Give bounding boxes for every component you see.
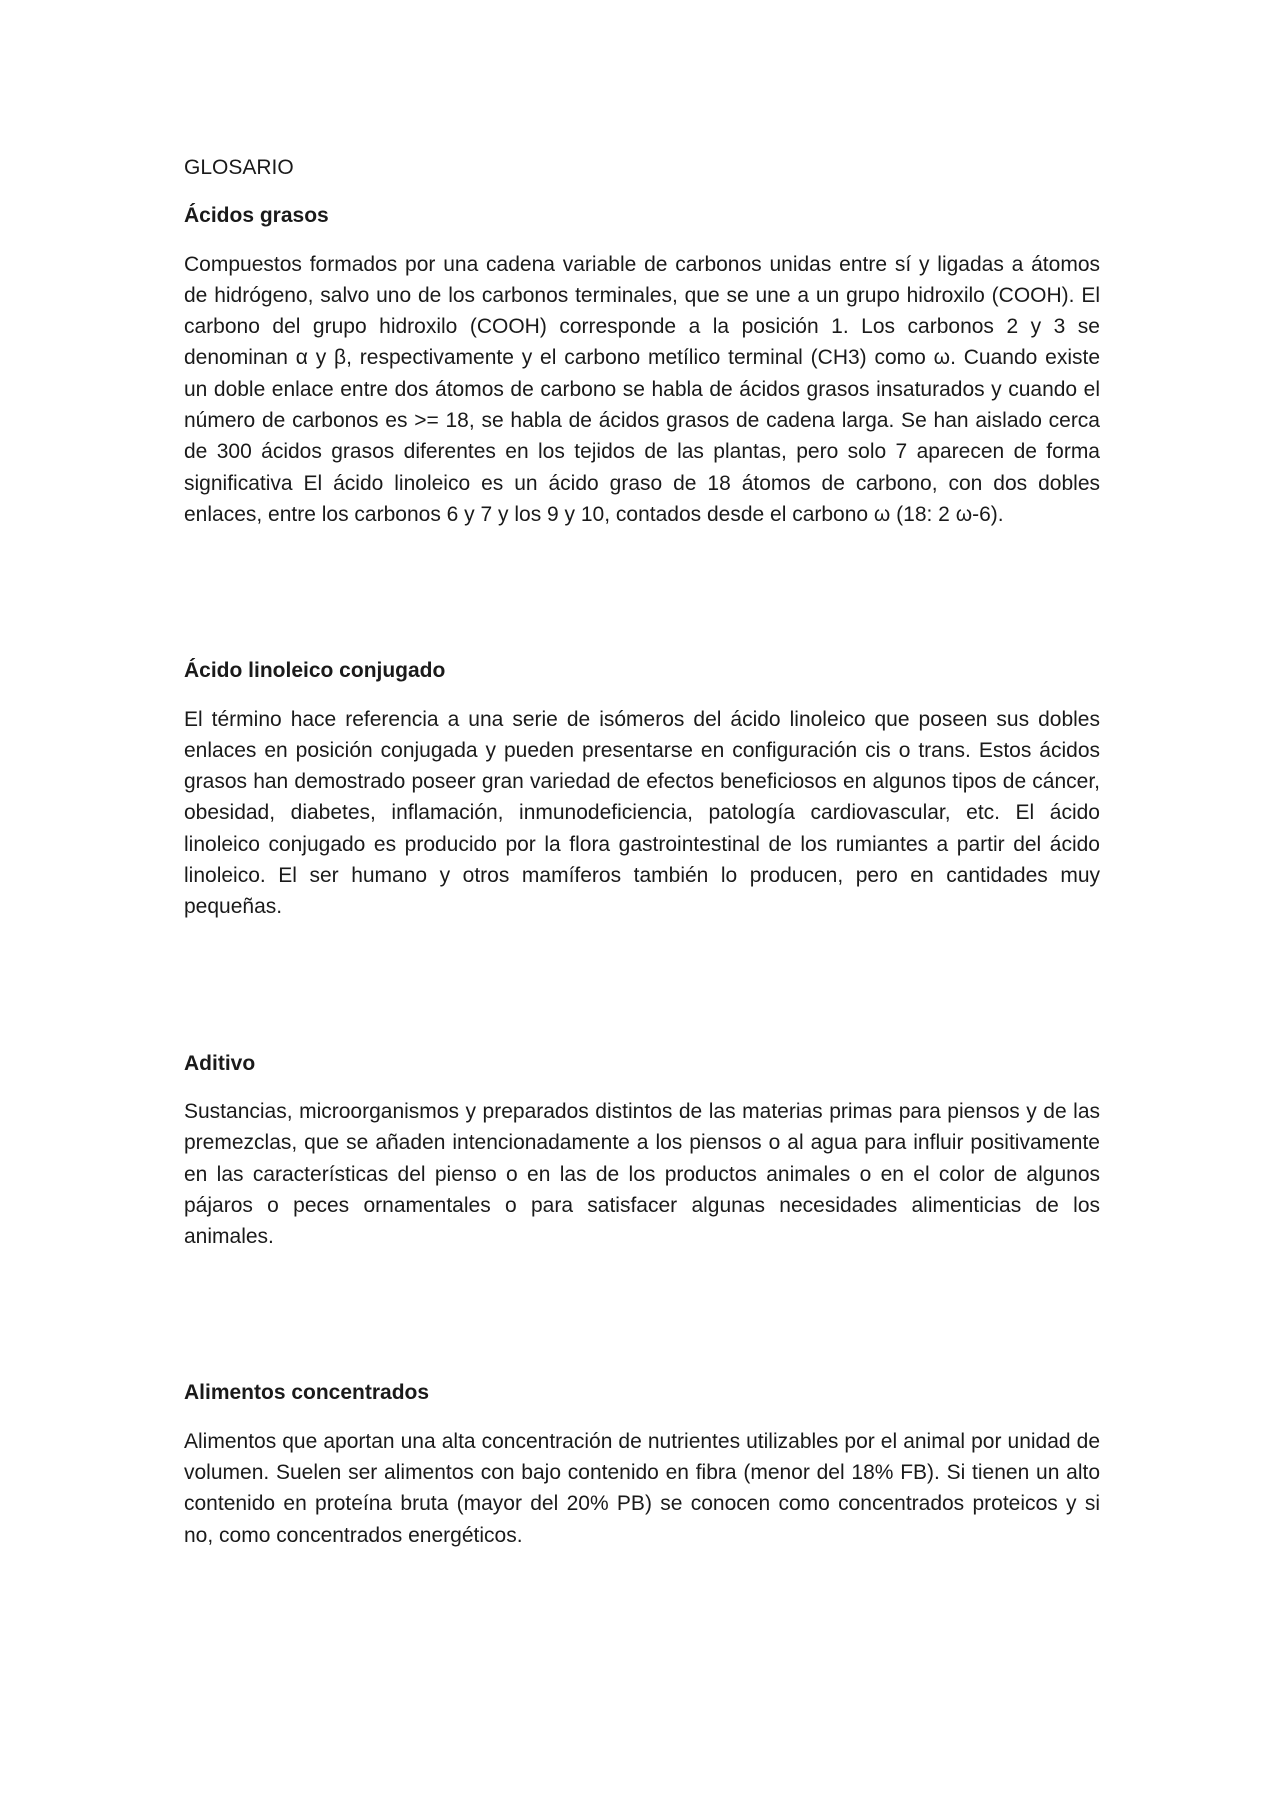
glossary-entry-aditivo xyxy=(184,1048,1100,1253)
document-page xyxy=(184,152,1100,1551)
glossary-definition: Compuestos formados por una cadena variable de carbonos unidas entre sí y ligadas a átomos de hidrógeno, salvo uno de los carbonos terminales, que se une a un grupo hidroxilo (COOH). El carbono del grupo hidroxilo (COOH) corresponde a la posición 1. Los carbonos 2 y 3 se denominan α y β, respectivamente y el carbono metílico terminal (CH3) como ω. Cuando existe un doble enlace entre dos átomos de carbono se habla de ácidos grasos insaturados y cuando el número de carbonos es >= 18, se habla de ácidos grasos de cadena larga. Se han aislado cerca de 300 ácidos grasos diferentes en los tejidos de las plantas, pero solo 7 aparecen de forma significativa El ácido linoleico es un ácido graso de 18 átomos de carbono, con dos dobles enlaces, entre los carbonos 6 y 7 y los 9 y 10, contados desde el carbono ω (18: 2 ω-6). xyxy=(184,252,1100,526)
glossary-entry-acidos-grasos xyxy=(184,200,1100,530)
glossary-entry-alimentos-concentrados xyxy=(184,1377,1100,1550)
glossary-definition: Alimentos que aportan una alta concentración de nutrientes utilizables por el animal por unidad de volumen. Suelen ser alimentos con bajo contenido en fibra (menor del 18% FB). Si tienen un alto contenido en proteína bruta (mayor del 20% PB) se conocen como concentrados proteicos y si no, como concentrados energéticos. xyxy=(184,1429,1100,1547)
glossary-entry-acido-linoleico-conjugado xyxy=(184,655,1100,922)
glossary-term: Ácido linoleico conjugado xyxy=(184,659,446,683)
document-title: GLOSARIO xyxy=(184,156,294,179)
glossary-term: Alimentos concentrados xyxy=(184,1381,430,1405)
glossary-term: Aditivo xyxy=(184,1051,256,1075)
glossary-definition: Sustancias, microorganismos y preparados distintos de las materias primas para piensos y de las premezclas, que se añaden intencionadamente a los piensos o al agua para influir positivamente en las características del pienso o en las de los productos animales o en el color de algunos pájaros o peces ornamentales o para satisfacer algunas necesidades alimenticias de los animales. xyxy=(184,1099,1100,1249)
glossary-definition: El término hace referencia a una serie de isómeros del ácido linoleico que poseen sus dobles enlaces en posición conjugada y pueden presentarse en configuración cis o trans. Estos ácidos grasos han demostrado poseer gran variedad de efectos beneficiosos en algunos tipos de cáncer, obesidad, diabetes, inflamación, inmunodeficiencia, patología cardiovascular, etc. El ácido linoleico conjugado es producido por la flora gastrointestinal de los rumiantes a partir del ácido linoleico. El ser humano y otros mamíferos también lo producen, pero en cantidades muy pequeñas. xyxy=(184,707,1100,919)
glossary-term: Ácidos grasos xyxy=(184,204,329,228)
